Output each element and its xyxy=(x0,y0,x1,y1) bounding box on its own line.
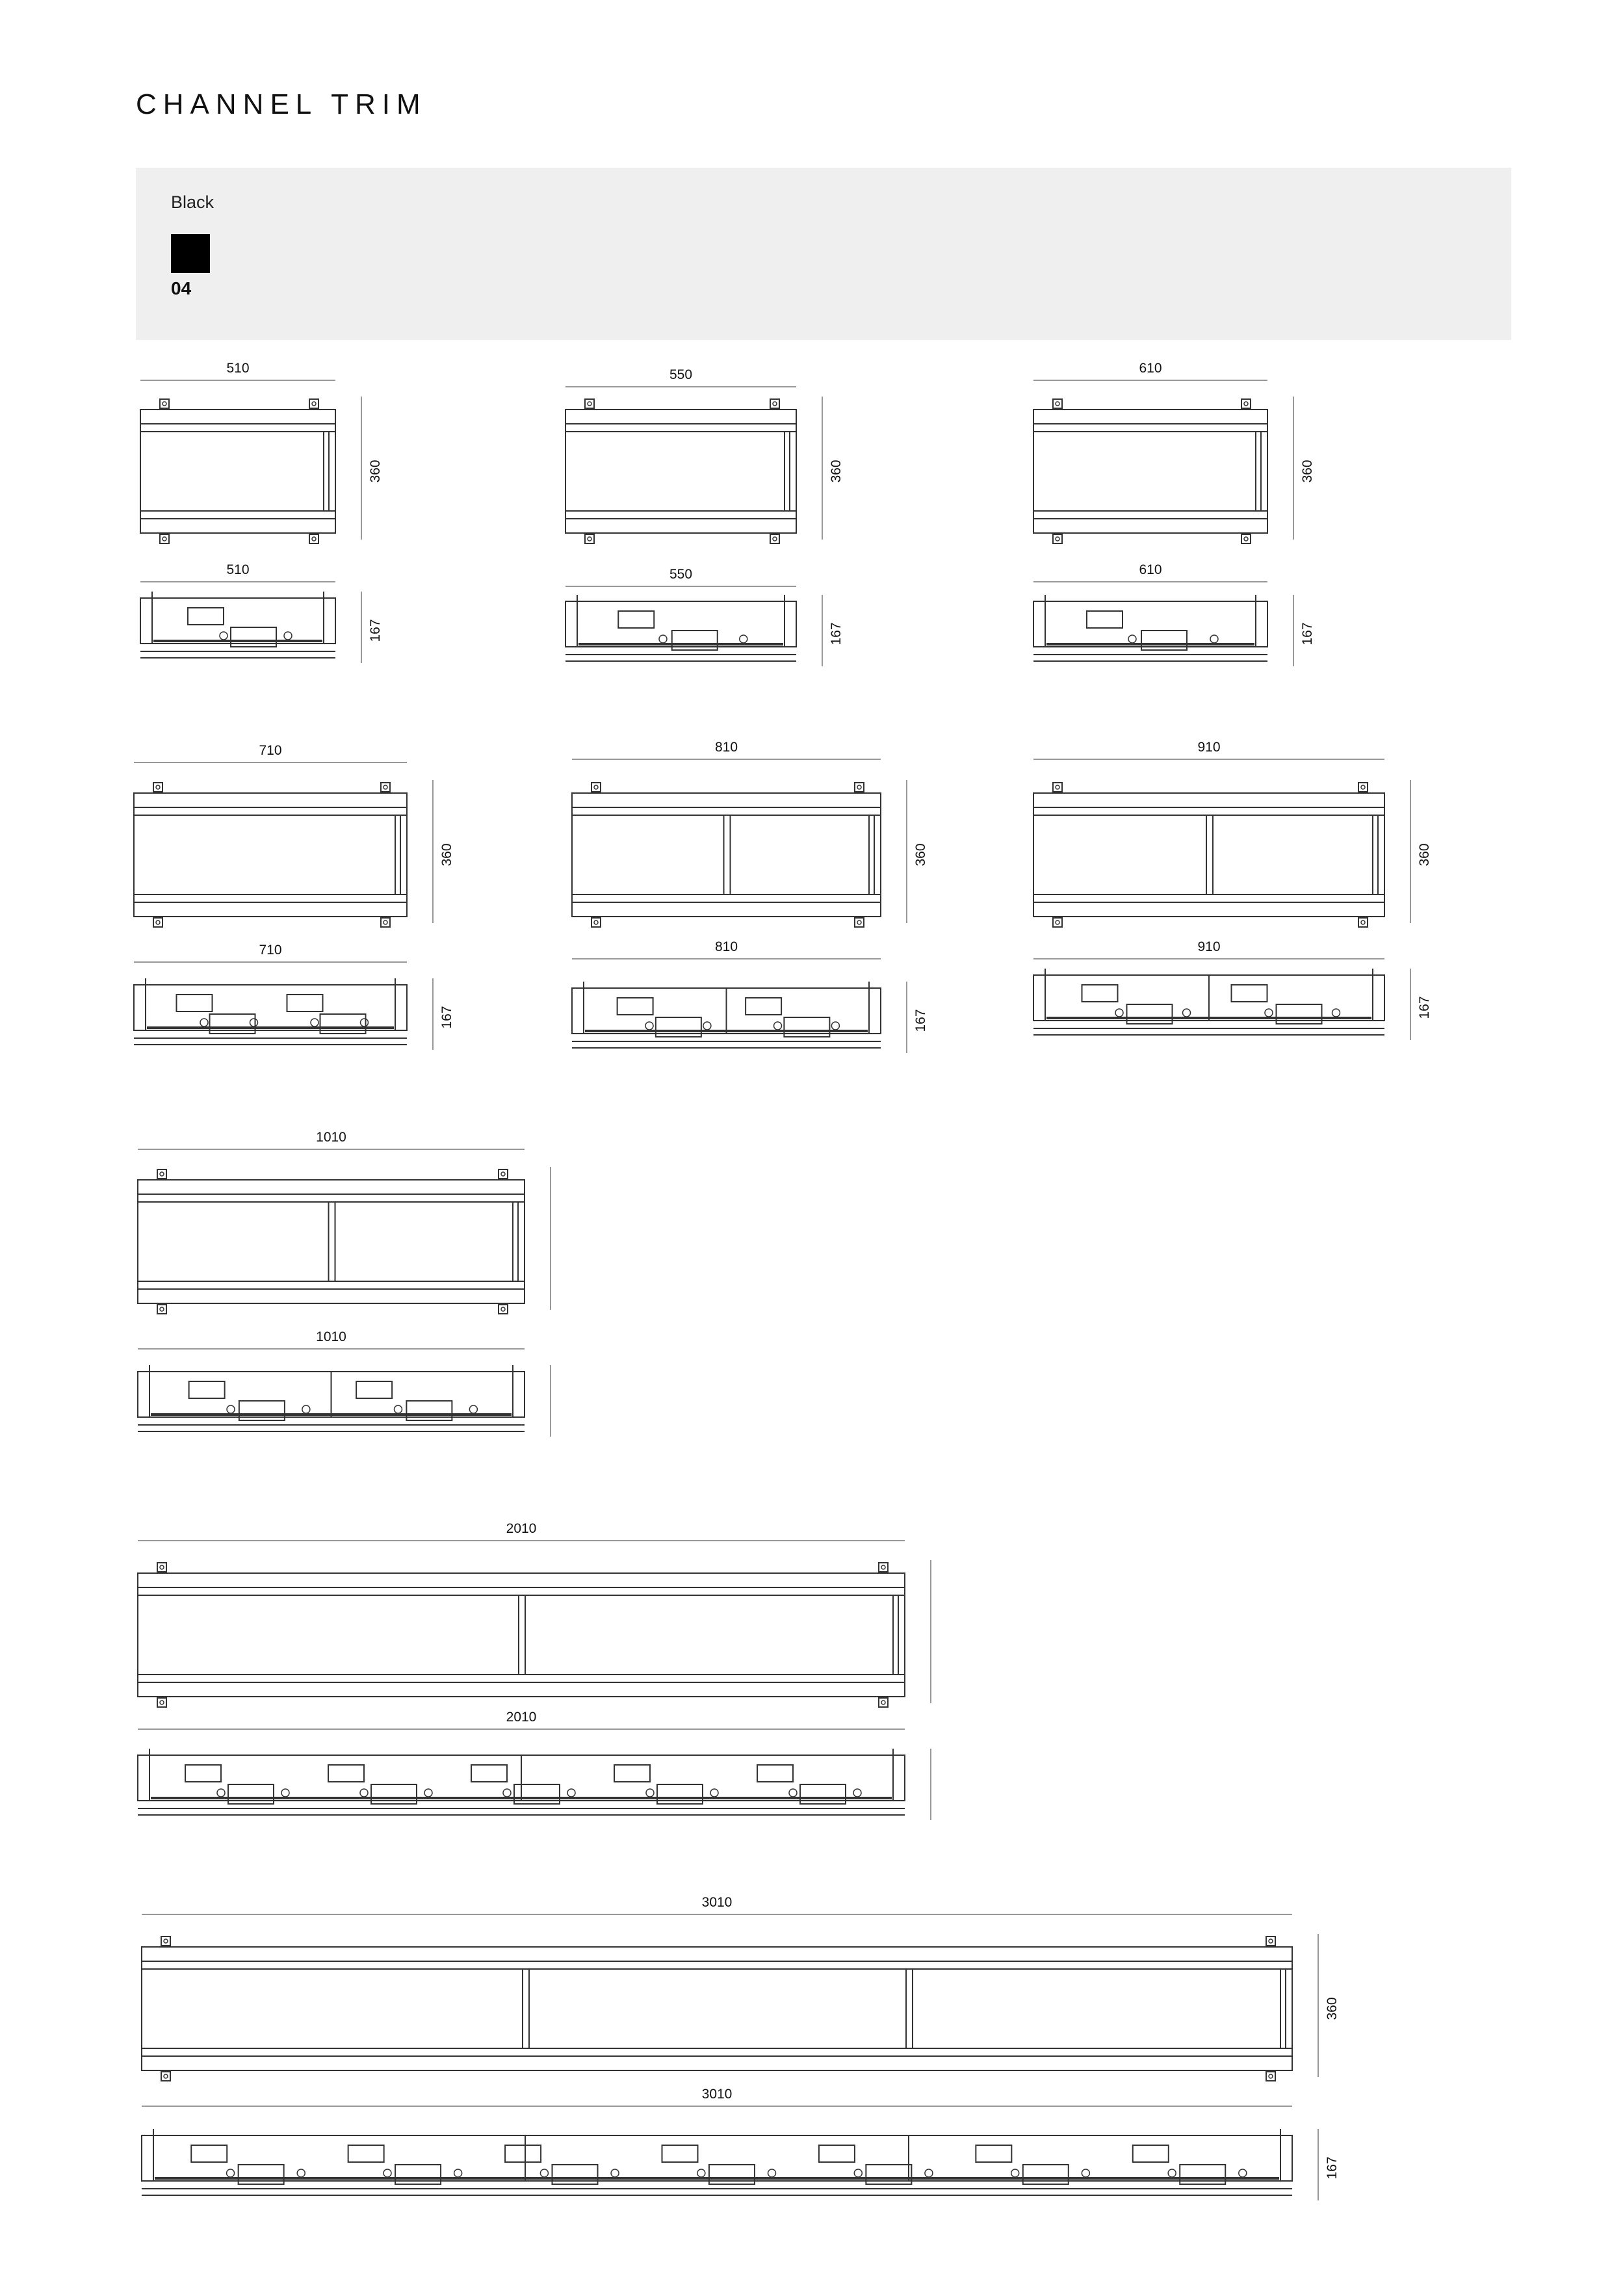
top-view xyxy=(138,1521,931,1707)
top-length-label: 610 xyxy=(1139,361,1162,376)
drawing-550 xyxy=(565,367,844,666)
drawing-610 xyxy=(1033,361,1315,666)
page-title: CHANNEL TRIM xyxy=(136,88,427,120)
top-height-label: 360 xyxy=(913,843,928,867)
side-view xyxy=(1033,562,1315,666)
drawing-810 xyxy=(572,740,928,1053)
top-view xyxy=(138,1130,551,1314)
side-length-label: 3010 xyxy=(701,2087,733,2102)
drawing-1010 xyxy=(138,1130,551,1437)
finish-color-name: Black xyxy=(171,192,214,212)
side-height-label: 167 xyxy=(829,622,844,646)
top-view xyxy=(1033,361,1315,543)
side-view xyxy=(142,2087,1340,2200)
top-view xyxy=(134,743,454,927)
side-height-label: 167 xyxy=(368,619,383,642)
side-view xyxy=(1033,939,1432,1040)
side-height-label: 167 xyxy=(1300,622,1315,646)
side-length-label: 610 xyxy=(1139,562,1162,577)
top-view xyxy=(565,367,844,543)
drawing-710 xyxy=(134,743,454,1050)
side-length-label: 550 xyxy=(669,567,693,582)
top-length-label: 1010 xyxy=(316,1130,346,1145)
top-height-label: 360 xyxy=(829,460,844,483)
top-length-label: 2010 xyxy=(506,1521,537,1536)
top-length-label: 550 xyxy=(669,367,693,382)
side-length-label: 710 xyxy=(259,943,282,958)
side-view xyxy=(138,1710,931,1820)
top-view xyxy=(142,1895,1340,2081)
top-height-label: 360 xyxy=(1417,843,1432,867)
side-view xyxy=(134,943,454,1050)
side-height-label: 167 xyxy=(1417,996,1432,1019)
side-height-label: 167 xyxy=(1325,2156,1340,2180)
side-view xyxy=(138,1329,551,1437)
side-view xyxy=(565,567,844,666)
top-length-label: 510 xyxy=(226,361,250,376)
top-length-label: 3010 xyxy=(701,1895,733,1910)
side-length-label: 910 xyxy=(1197,939,1221,954)
side-length-label: 1010 xyxy=(316,1329,346,1344)
top-height-label: 360 xyxy=(1325,1997,1340,2020)
top-length-label: 910 xyxy=(1197,740,1221,755)
side-view xyxy=(572,939,928,1053)
top-view xyxy=(572,740,928,927)
side-view xyxy=(140,562,383,663)
top-length-label: 710 xyxy=(259,743,282,758)
drawing-3010 xyxy=(142,1895,1340,2200)
side-length-label: 2010 xyxy=(506,1710,537,1725)
drawing-910 xyxy=(1033,740,1432,1040)
side-height-label: 167 xyxy=(913,1009,928,1032)
top-height-label: 360 xyxy=(368,460,383,483)
finish-color-code: 04 xyxy=(171,278,192,298)
top-length-label: 810 xyxy=(714,740,738,755)
top-height-label: 360 xyxy=(1300,460,1315,483)
top-view xyxy=(140,361,383,543)
top-height-label: 360 xyxy=(439,843,454,867)
drawing-2010 xyxy=(138,1521,931,1820)
top-view xyxy=(1033,740,1432,927)
drawing-510 xyxy=(140,361,383,663)
side-length-label: 810 xyxy=(714,939,738,954)
side-length-label: 510 xyxy=(226,562,250,577)
side-height-label: 167 xyxy=(439,1006,454,1029)
